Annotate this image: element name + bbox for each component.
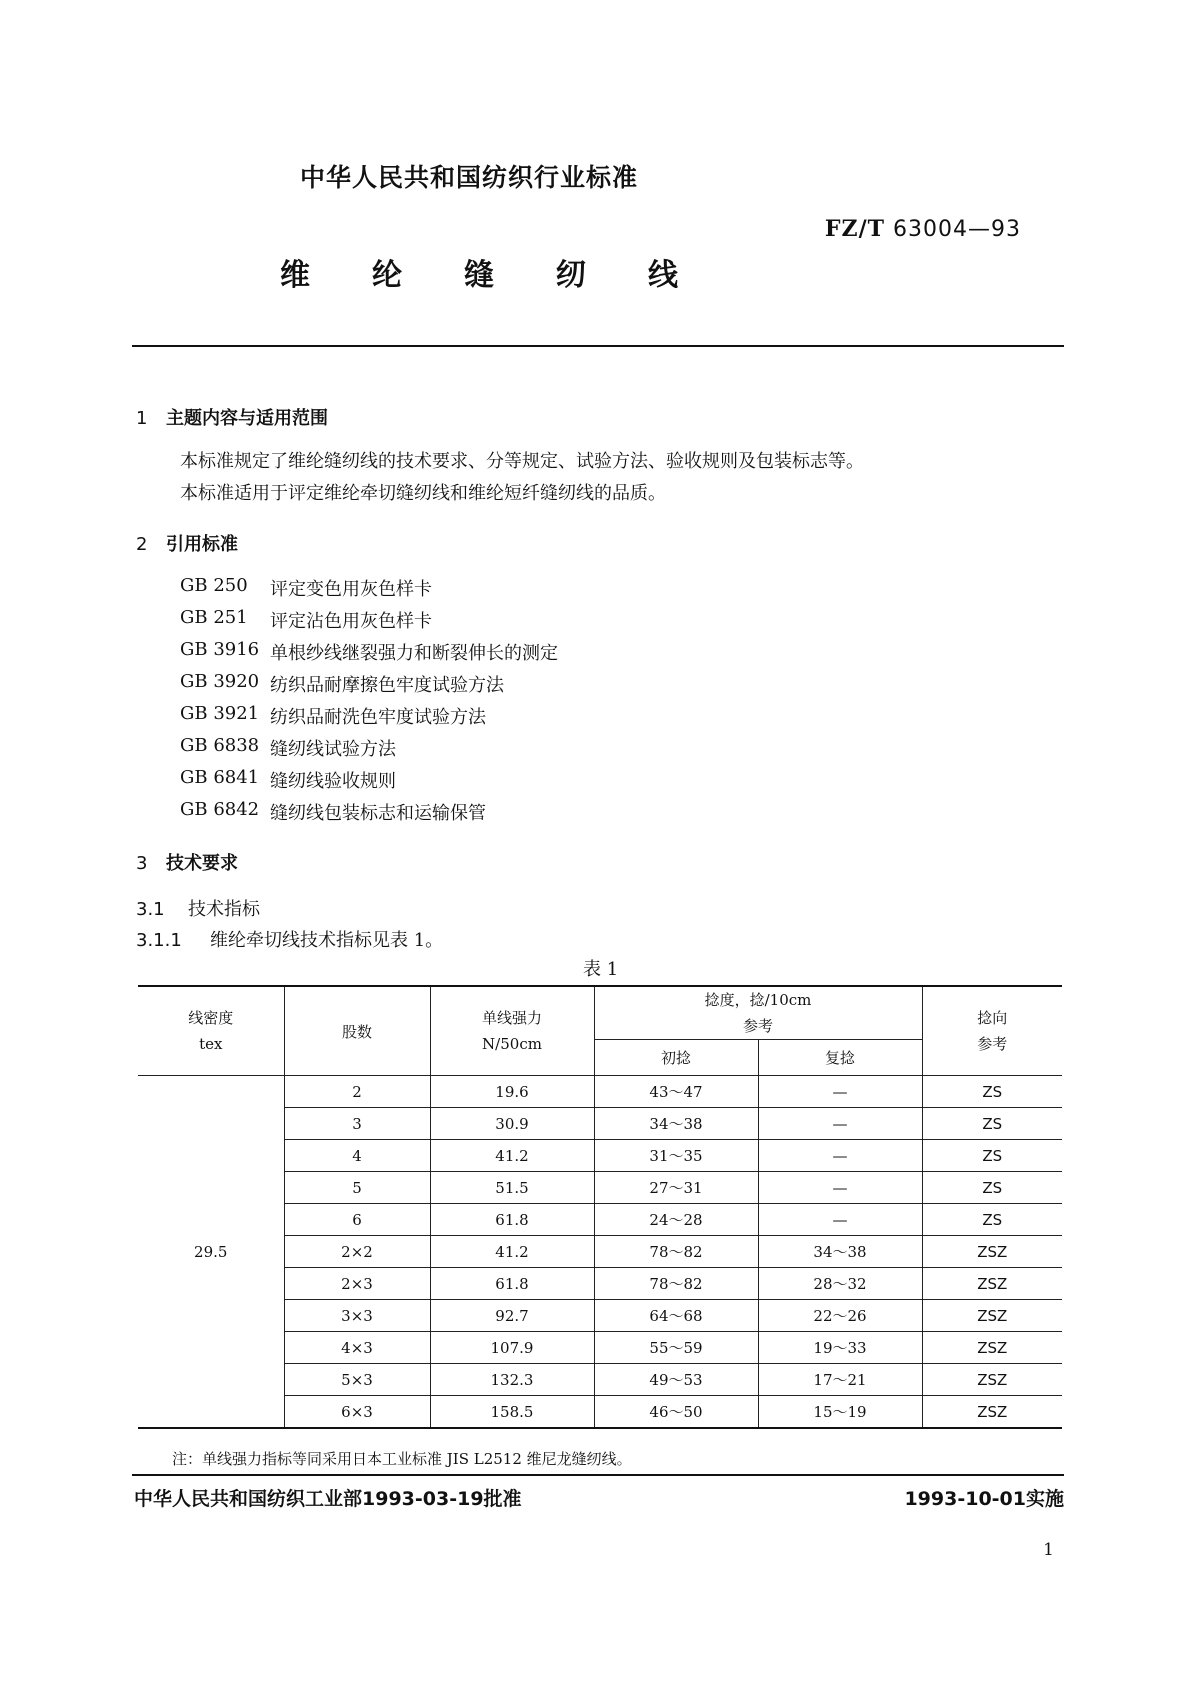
document-title [280, 250, 678, 294]
reference-item: GB 6841 缝纫线验收规则 [180, 767, 396, 792]
footer-divider [132, 1474, 1064, 1476]
header-density: 线密度 tex [138, 986, 284, 1076]
reference-item: GB 250 评定变色用灰色样卡 [180, 575, 432, 600]
table-row: 4×3 107.9 55～59 19～33 ZSZ [138, 1332, 1062, 1364]
title-char: 线 [648, 258, 678, 293]
issuing-body-title: 中华人民共和国纺织行业标准 [300, 163, 639, 192]
section-1-heading: 1 主题内容与适用范围 [136, 408, 328, 429]
effective-date-line: 1993-10-01实施 [904, 1488, 1064, 1510]
spec-table [138, 985, 1062, 1429]
section-2-heading: 2 引用标准 [136, 534, 238, 555]
density-value-cell: 29.5 [138, 1076, 284, 1429]
reference-item: GB 6842 缝纫线包装标志和运输保管 [180, 799, 486, 824]
header-twist: 捻度，捻/10cm 参考 [594, 986, 922, 1040]
table-row: 6 61.8 24～28 — ZS [138, 1204, 1062, 1236]
title-char: 维 [280, 258, 310, 293]
section-1-para-2: 本标准适用于评定维纶牵切缝纫线和维纶短纤缝纫线的品质。 [180, 483, 666, 504]
table-row: 2×2 41.2 78～82 34～38 ZSZ [138, 1236, 1062, 1268]
table-row: 3 30.9 34～38 — ZS [138, 1108, 1062, 1140]
table-row: 4 41.2 31～35 — ZS [138, 1140, 1062, 1172]
header-ply: 股数 [284, 986, 430, 1076]
title-char: 纫 [556, 258, 586, 293]
page-number: 1 [1043, 1540, 1054, 1560]
table-row: 29.5 2 19.6 43～47 — ZS [138, 1076, 1062, 1108]
reference-item: GB 251 评定沾色用灰色样卡 [180, 607, 432, 632]
approval-line: 中华人民共和国纺织工业部1993-03-19批准 [134, 1488, 522, 1510]
reference-item: GB 3920 纺织品耐摩擦色牢度试验方法 [180, 671, 504, 696]
reference-item: GB 3916 单根纱线继裂强力和断裂伸长的测定 [180, 639, 558, 664]
header-divider [132, 345, 1064, 347]
header-direction: 捻向 参考 [922, 986, 1062, 1076]
header-twist-second: 复捻 [758, 1040, 922, 1076]
header-strength: 单线强力 N/50cm [430, 986, 594, 1076]
standard-code: FZ/T [824, 216, 886, 242]
header-twist-first: 初捻 [594, 1040, 758, 1076]
standard-year-number: 63004—93 [893, 217, 1021, 242]
subsection-3-1-1: 3.1.1 维纶牵切线技术指标见表 1。 [136, 930, 444, 951]
section-1-para-1: 本标准规定了维纶缝纫线的技术要求、分等规定、试验方法、验收规则及包装标志等。 [180, 451, 864, 472]
table-row: 3×3 92.7 64～68 22～26 ZSZ [138, 1300, 1062, 1332]
title-char: 纶 [372, 258, 402, 293]
title-char: 缝 [464, 258, 494, 293]
table-note: 注：单线强力指标等同采用日本工业标准 JIS L2512 维尼龙缝纫线。 [172, 1450, 632, 1468]
standard-number [825, 216, 1021, 242]
table-row: 5×3 132.3 49～53 17～21 ZSZ [138, 1364, 1062, 1396]
section-3-heading: 3 技术要求 [136, 853, 238, 874]
reference-item: GB 3921 纺织品耐洗色牢度试验方法 [180, 703, 486, 728]
table-row: 5 51.5 27～31 — ZS [138, 1172, 1062, 1204]
subsection-3-1: 3.1 技术指标 [136, 899, 260, 920]
reference-item: GB 6838 缝纫线试验方法 [180, 735, 396, 760]
table-caption: 表 1 [583, 959, 619, 980]
table-row: 2×3 61.8 78～82 28～32 ZSZ [138, 1268, 1062, 1300]
table-row: 6×3 158.5 46～50 15～19 ZSZ [138, 1396, 1062, 1429]
